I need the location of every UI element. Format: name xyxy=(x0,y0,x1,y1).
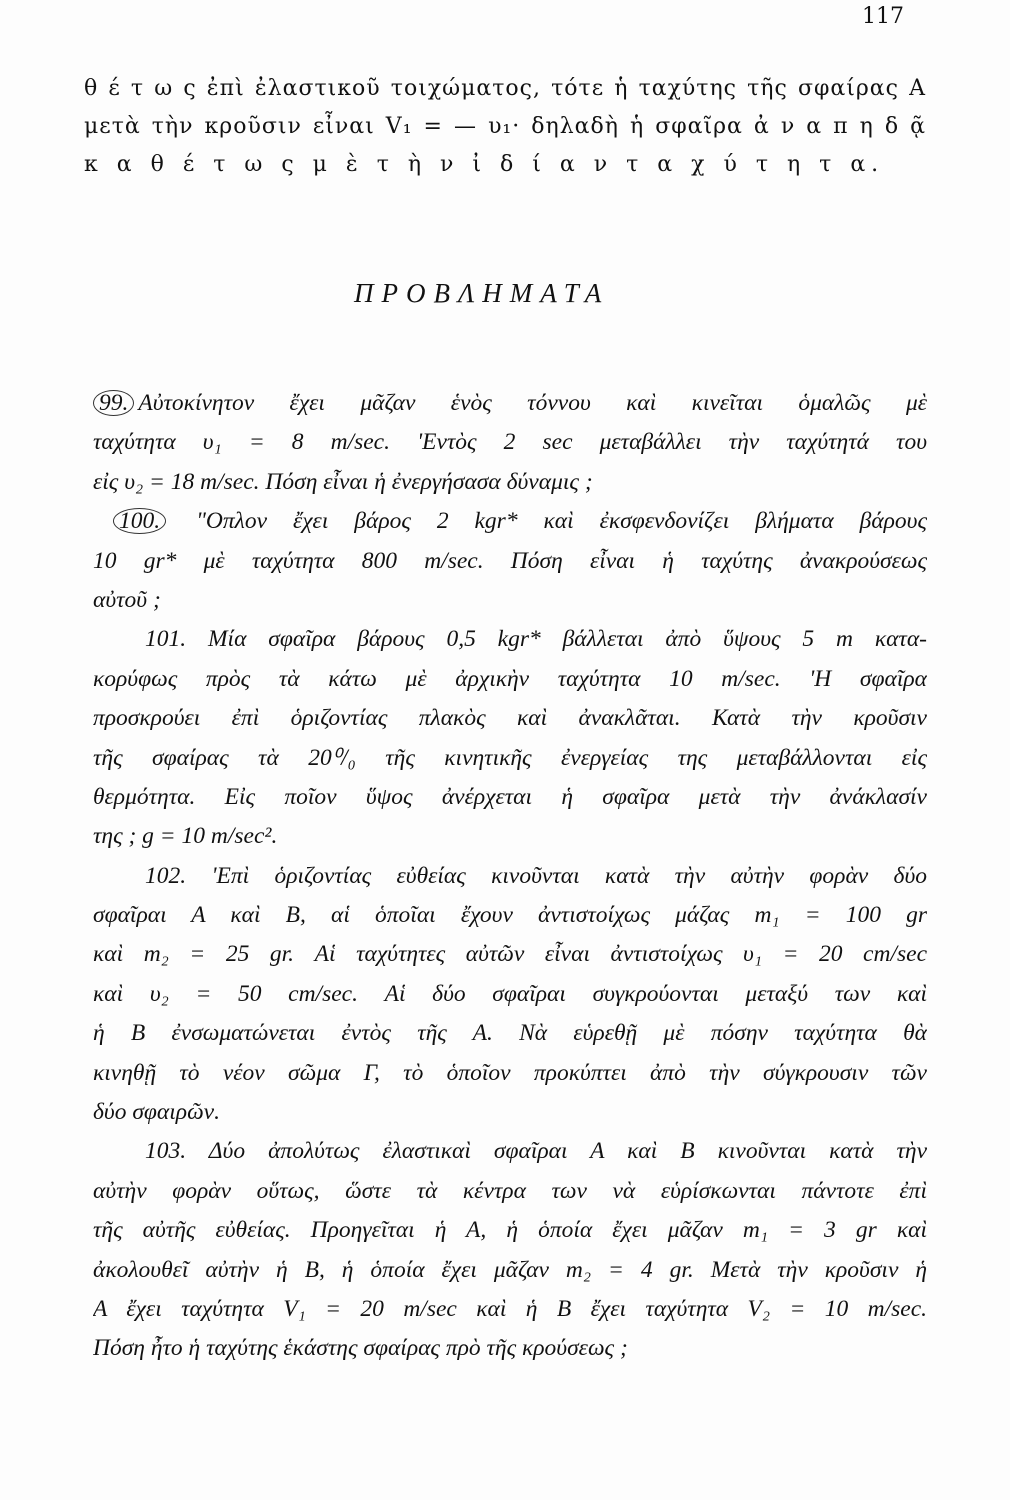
problem-102-line xyxy=(93,857,927,896)
problem-number-103: 103. xyxy=(145,1138,187,1165)
problem-99-line: εἰς υ₂ = 18 m/sec. Πόση εἶναι ἡ ἐνεργήσασα δύναμις ; xyxy=(93,468,593,495)
problem-102-line: ἡ Β ἐνσωματώνεται ἐντὸς τῆς Α. Νὰ εὑρεθῇ μὲ πόσην ταχύτητα θὰ xyxy=(93,1020,927,1047)
problem-number-101: 101. xyxy=(145,626,187,653)
problem-text: "Οπλον ἔχει βάρος 2 kgr* καὶ ἐκσφενδονίζει βλήματα βάρους xyxy=(196,508,927,535)
problem-text: Δύο ἀπολύτως ἐλαστικαὶ σφαῖραι Α καὶ Β κινοῦνται κατὰ τὴν xyxy=(208,1138,927,1165)
problem-102-line: καὶ m₂ = 25 gr. Αἱ ταχύτητες αὐτῶν εἶναι ἀντιστοίχως υ₁ = 20 cm/sec xyxy=(93,941,927,968)
problem-list xyxy=(93,384,927,1369)
problem-number-100: 100. xyxy=(113,508,166,534)
problem-101-line: θερμότητα. Εἰς ποῖον ὕψος ἀνέρχεται ἡ σφαῖρα μετὰ τὴν ἀνάκλασίν xyxy=(93,783,927,810)
problem-101-line: της ; g = 10 m/sec². xyxy=(93,823,278,850)
problem-102-line: κινηθῇ τὸ νέον σῶμα Γ, τὸ ὁποῖον προκύπτει ἀπὸ τὴν σύγκρουσιν τῶν xyxy=(93,1059,927,1086)
problem-103-line xyxy=(93,1132,927,1171)
section-heading: ΠΡΟΒΛΗΜΑΤΑ xyxy=(354,278,610,308)
problem-103-line: αὐτὴν φορὰν οὕτως, ὥστε τὰ κέντρα των νὰ εὑρίσκωνται πάντοτε ἐπὶ xyxy=(93,1177,927,1204)
intro-paragraph xyxy=(84,70,926,184)
problem-number-99: 99. xyxy=(93,390,134,416)
problem-103-line: Πόση ἦτο ἡ ταχύτης ἑκάστης σφαίρας πρὸ τῆς κρούσεως ; xyxy=(93,1335,628,1362)
intro-line: θ έ τ ω ς ἐπὶ ἐλαστικοῦ τοιχώματος, τότε ἡ ταχύτης τῆς σφαίρας Α xyxy=(84,76,926,101)
problem-101-line: τῆς σφαίρας τὰ 20⁰/₀ τῆς κινητικῆς ἐνεργείας της μεταβάλλονται εἰς xyxy=(93,744,927,771)
problem-text: Αὐτοκίνητον ἔχει μᾶζαν ἑνὸς τόννου καὶ κινεῖται ὁμαλῶς μὲ xyxy=(138,390,927,416)
problem-99-line xyxy=(93,384,927,423)
intro-line: κ α θ έ τ ω ς μ ὲ τ ὴ ν ἰ δ ί α ν τ α χ ύ τ η τ α. xyxy=(84,152,885,177)
problem-text: Μία σφαῖρα βάρους 0,5 kgr* βάλλεται ἀπὸ ὕψους 5 m κατα- xyxy=(207,626,927,653)
problem-101-line xyxy=(93,620,927,659)
problem-103-line: Α ἔχει ταχύτητα V₁ = 20 m/sec καὶ ἡ Β ἔχει ταχύτητα V₂ = 10 m/sec. xyxy=(93,1295,927,1322)
problem-103-line: τῆς αὐτῆς εὐθείας. Προηγεῖται ἡ Α, ἡ ὁποία ἔχει μᾶζαν m₁ = 3 gr καὶ xyxy=(93,1217,927,1244)
problem-101-line: κορύφως πρὸς τὰ κάτω μὲ ἀρχικὴν ταχύτητα 10 m/sec. 'Η σφαῖρα xyxy=(93,665,927,692)
problem-100-line: αὐτοῦ ; xyxy=(93,586,161,613)
problem-103-line: ἀκολουθεῖ αὐτὴν ἡ Β, ἡ ὁποία ἔχει μᾶζαν m₂ = 4 gr. Μετὰ τὴν κροῦσιν ἡ xyxy=(93,1256,927,1283)
problem-100-line xyxy=(93,502,927,541)
page-number: 117 xyxy=(862,4,904,29)
intro-line: μετὰ τὴν κροῦσιν εἶναι V₁ = — υ₁· δηλαδὴ ἡ σφαῖρα ἀ ν α π η δ ᾷ xyxy=(84,114,926,139)
problem-102-line: δύο σφαιρῶν. xyxy=(93,1099,220,1126)
problem-101-line: προσκρούει ἐπὶ ὁριζοντίας πλακὸς καὶ ἀνακλᾶται. Κατὰ τὴν κροῦσιν xyxy=(93,705,927,732)
problem-number-102: 102. xyxy=(145,862,187,889)
problem-99-line: ταχύτητα υ₁ = 8 m/sec. 'Εντὸς 2 sec μεταβάλλει τὴν ταχύτητά του xyxy=(93,429,927,456)
problem-100-line: 10 gr* μὲ ταχύτητα 800 m/sec. Πόση εἶναι ἡ ταχύτης ἀνακρούσεως xyxy=(93,547,927,574)
problem-102-line: καὶ υ₂ = 50 cm/sec. Αἱ δύο σφαῖραι συγκρούονται μεταξύ των καὶ xyxy=(93,980,927,1007)
problem-102-line: σφαῖραι Α καὶ Β, αἱ ὁποῖαι ἔχουν ἀντιστοίχως μάζας m₁ = 100 gr xyxy=(93,902,927,929)
problem-text: 'Επὶ ὁριζοντίας εὐθείας κινοῦνται κατὰ τὴν αὐτὴν φορὰν δύο xyxy=(211,862,927,889)
